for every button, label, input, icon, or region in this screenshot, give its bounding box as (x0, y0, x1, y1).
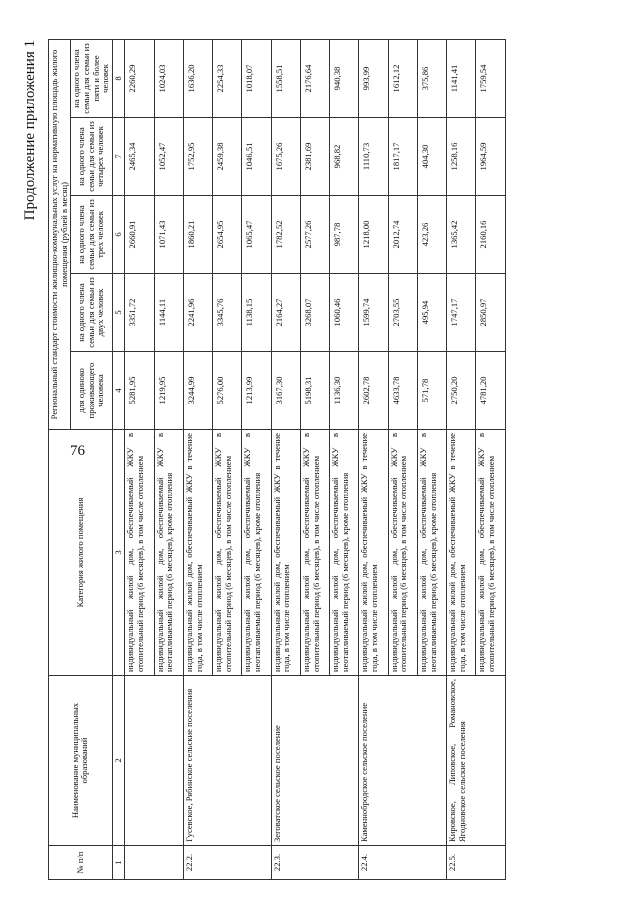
cost-value: 1060,46 (330, 274, 359, 352)
header-category: Категория жилого помещения (49, 430, 113, 676)
cost-value: 2012,74 (388, 196, 417, 274)
cost-value: 2381,69 (300, 118, 329, 196)
cost-value: 1065,47 (242, 196, 271, 274)
cost-value: 1110,73 (359, 118, 388, 196)
table-row (271, 39, 300, 879)
cost-value: 1218,00 (359, 196, 388, 274)
row-number: 22.5. (447, 846, 506, 880)
header-sub-three: на одного члена семьи для семьи из трех человек (71, 196, 113, 274)
municipality-name: Кировское, Липовское, Романовское, Ягодновское сельские поселения (447, 676, 506, 846)
cost-value: 2602,78 (359, 352, 388, 430)
cost-value: 2176,64 (300, 39, 329, 117)
cost-value: 3345,76 (213, 274, 242, 352)
cost-value: 1258,16 (447, 118, 476, 196)
cost-value: 2260,29 (125, 39, 154, 117)
cost-value: 5276,00 (213, 352, 242, 430)
row-number: 22.3. (271, 846, 359, 880)
row-number: 22.2. (183, 846, 271, 880)
cost-value: 404,30 (417, 118, 446, 196)
cost-value: 1219,95 (154, 352, 183, 430)
col-number: 2 (112, 676, 125, 846)
cost-value: 993,99 (359, 39, 388, 117)
cost-value: 1213,99 (242, 352, 271, 430)
header-sub-five: на одного члена семьи для семьи из пяти и более человек (71, 39, 113, 117)
municipality-name: Каменнобродское сельское поселение (359, 676, 447, 846)
cost-value: 2850,97 (476, 274, 505, 352)
cost-value: 968,82 (330, 118, 359, 196)
cost-value: 1752,95 (183, 118, 212, 196)
housing-category: индивидуальный жилой дом, обеспечиваемый ЖКУ в неотапливаемый период (6 месяцев), кроме отопления (154, 430, 183, 676)
table-row (183, 39, 212, 879)
housing-category: индивидуальный жилой дом, обеспечиваемый ЖКУ в течение года, в том числе отоплением (359, 430, 388, 676)
cost-value: 571,78 (417, 352, 446, 430)
cost-value: 1675,26 (271, 118, 300, 196)
col-number: 4 (112, 352, 125, 430)
col-number: 6 (112, 196, 125, 274)
header-sub-two: на одного члена семьи для семьи из двух человек (71, 274, 113, 352)
cost-value: 3351,72 (125, 274, 154, 352)
cost-value: 2160,16 (476, 196, 505, 274)
housing-category: индивидуальный жилой дом, обеспечиваемый ЖКУ в отопительный период (6 месяцев), в том числе отоплением (300, 430, 329, 676)
cost-value: 1860,21 (183, 196, 212, 274)
row-number: 22.4. (359, 846, 447, 880)
row-number (125, 846, 184, 880)
table-row (447, 39, 476, 879)
header-sub-single: для одиноко проживающего человека (71, 352, 113, 430)
cost-value: 1817,17 (388, 118, 417, 196)
header-municipality: Наименование муниципальных образований (49, 676, 113, 846)
rotated-page (20, 40, 620, 880)
cost-value: 1071,43 (154, 196, 183, 274)
cost-value: 1138,15 (242, 274, 271, 352)
cost-value: 1599,74 (359, 274, 388, 352)
cost-value: 1759,54 (476, 39, 505, 117)
cost-value: 1046,51 (242, 118, 271, 196)
col-number: 3 (112, 430, 125, 676)
cost-value: 2654,95 (213, 196, 242, 274)
cost-value: 3268,07 (300, 274, 329, 352)
col-number: 8 (112, 39, 125, 117)
cost-value: 1612,12 (388, 39, 417, 117)
cost-value: 1558,51 (271, 39, 300, 117)
cost-value: 2164,27 (271, 274, 300, 352)
cost-value: 2459,38 (213, 118, 242, 196)
cost-value: 1018,07 (242, 39, 271, 117)
continuation-title: Продолжение приложения 1 (22, 40, 38, 221)
cost-value: 987,78 (330, 196, 359, 274)
cost-value: 5281,95 (125, 352, 154, 430)
housing-category: индивидуальный жилой дом, обеспечиваемый ЖКУ в неотапливаемый период (6 месяцев), кроме отопления (242, 430, 271, 676)
cost-value: 940,38 (330, 39, 359, 117)
cost-value: 1782,52 (271, 196, 300, 274)
housing-category: индивидуальный жилой дом, обеспечиваемый ЖКУ в течение года, в том числе отоплением (271, 430, 300, 676)
housing-category: индивидуальный жилой дом, обеспечиваемый ЖКУ в отопительный период (6 месяцев), в том числе отоплением (125, 430, 154, 676)
table-row (125, 39, 154, 879)
municipality-name: Гусевское, Рябинское сельские поселения (183, 676, 271, 846)
cost-value: 423,26 (417, 196, 446, 274)
municipality-name: Зеговатское сельское поселение (271, 676, 359, 846)
cost-value: 1024,03 (154, 39, 183, 117)
cost-value: 2241,96 (183, 274, 212, 352)
cost-value: 1141,41 (447, 39, 476, 117)
housing-category: индивидуальный жилой дом, обеспечиваемый ЖКУ в отопительный период (6 месяцев), в том числе отоплением (388, 430, 417, 676)
municipality-name (125, 676, 184, 846)
tariff-table (48, 39, 506, 880)
cost-value: 2465,34 (125, 118, 154, 196)
cost-value: 5198,31 (300, 352, 329, 430)
cost-value: 3167,30 (271, 352, 300, 430)
cost-value: 2750,20 (447, 352, 476, 430)
housing-category: индивидуальный жилой дом, обеспечиваемый ЖКУ в течение года, в том числе отоплением (447, 430, 476, 676)
header-standard: Региональный стандарт стоимости жилищно-коммунальных услуг на нормативную площадь жилого помещения (рублей в месяц) (49, 39, 71, 429)
cost-value: 4633,78 (388, 352, 417, 430)
cost-value: 3244,99 (183, 352, 212, 430)
table-body (125, 39, 505, 879)
cost-value: 1365,42 (447, 196, 476, 274)
cost-value: 2577,26 (300, 196, 329, 274)
housing-category: индивидуальный жилой дом, обеспечиваемый ЖКУ в отопительный период (6 месяцев), в том числе отоплением (213, 430, 242, 676)
header-num: № п/п (49, 846, 113, 880)
housing-category: индивидуальный жилой дом, обеспечиваемый ЖКУ в течение года, в том числе отоплением (183, 430, 212, 676)
header-sub-four: на одного члена семьи для семьи из четырех человек (71, 118, 113, 196)
cost-value: 1964,59 (476, 118, 505, 196)
housing-category: индивидуальный жилой дом, обеспечиваемый ЖКУ в неотапливаемый период (6 месяцев), кроме отопления (417, 430, 446, 676)
table-row (359, 39, 388, 879)
housing-category: индивидуальный жилой дом, обеспечиваемый ЖКУ в отопительный период (6 месяцев), в том числе отоплением (476, 430, 505, 676)
cost-value: 1136,30 (330, 352, 359, 430)
col-number: 7 (112, 118, 125, 196)
page-number: 76 (70, 443, 85, 459)
cost-value: 495,94 (417, 274, 446, 352)
cost-value: 1052,47 (154, 118, 183, 196)
cost-value: 1636,20 (183, 39, 212, 117)
cost-value: 375,86 (417, 39, 446, 117)
cost-value: 1747,17 (447, 274, 476, 352)
cost-value: 4781,20 (476, 352, 505, 430)
cost-value: 2660,91 (125, 196, 154, 274)
col-number: 1 (112, 846, 125, 880)
cost-value: 2703,55 (388, 274, 417, 352)
col-number: 5 (112, 274, 125, 352)
cost-value: 2254,33 (213, 39, 242, 117)
cost-value: 1144,11 (154, 274, 183, 352)
housing-category: индивидуальный жилой дом, обеспечиваемый ЖКУ в неотапливаемый период (6 месяцев), кроме отопления (330, 430, 359, 676)
